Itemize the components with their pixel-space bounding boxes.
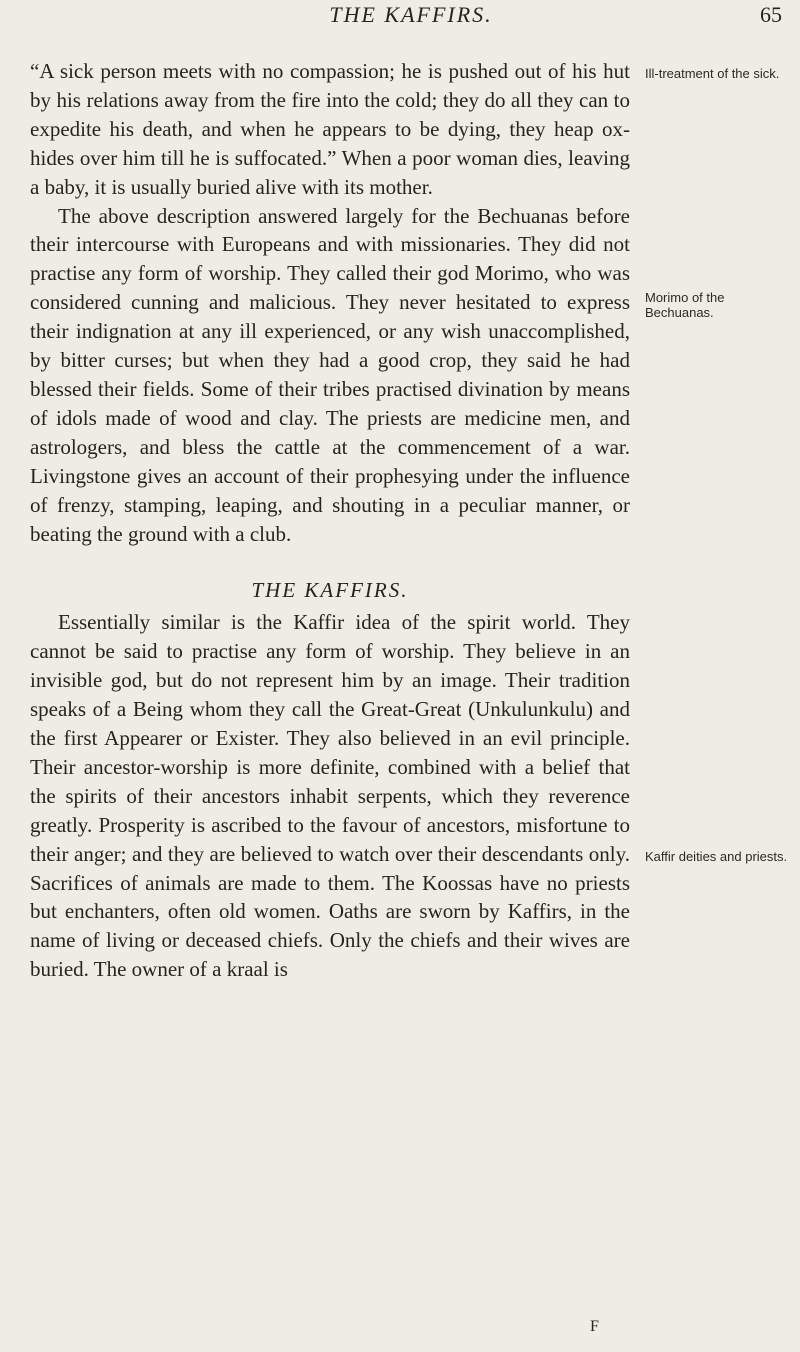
paragraph-kaffirs: Essentially similar is the Kaffir idea of the spirit world. They cannot be said to practise any form of worship. They believe in an invisible god, but do not represent him by an image. Their tradition speaks of a Being whom they call the Great-Great (Unkulunkulu) and the first Appearer or Exister. They also believed in an evil principle. Their ancestor-worship is more definite, combined with a belief that the spirits of their ancestors inhabit serpents, which they reverence greatly. Prosperity is ascribed to the favour of ancestors, misfortune to their anger; and they are believed to watch over their descendants only. Sacrifices of animals are made to them. The Koossas have no priests but enchanters, often old women. Oaths are sworn by Kaffirs, in the name of living or deceased chiefs. Only the chiefs and their wives are buried. The owner of a kraal is [30, 610, 630, 982]
page-number: 65 [760, 2, 782, 27]
body-text [30, 57, 630, 984]
sidenote-ill-treatment: Ill-treatment of the sick. [645, 66, 780, 81]
section-title: THE KAFFIRS. [251, 578, 409, 603]
sidenote-morimo: Morimo of the Bechuanas. [645, 290, 725, 320]
sidenote-kaffir-deities: Kaffir deities and priests. [645, 849, 788, 864]
paragraph-bechuanas: The above description answered largely for the Bechuanas before their intercourse with Europeans and with missionaries. They did not practise any form of worship. They called their god Morimo, who was considered cunning and malicious. They never hesitated to express their indignation at any ill experienced, or any wish unaccomplished, by bitter curses; but when they had a good crop, they said he had blessed their fields. Some of their tribes practised divination by means of idols made of wood and clay. The priests are medicine men, and astrologers, and bless the cattle at the commencement of a war. Livingstone gives an account of their prophesying under the influence of frenzy, stamping, leaping, and shouting in a peculiar manner, or beating the ground with a club. [30, 203, 630, 546]
running-head: THE KAFFIRS. [329, 2, 493, 27]
page-header [40, 2, 782, 32]
paragraph-sick-person: “A sick person meets with no compassion; he is pushed out of his hut by his relations away from the fire into the cold; they do all they can to expedite his death, and when he appears to be dying, they heap ox-hides over him till he is suffocated.” When a poor woman dies, leaving a baby, it is usually buried alive with its mother. [30, 59, 630, 199]
signature-mark: F [590, 1318, 599, 1335]
